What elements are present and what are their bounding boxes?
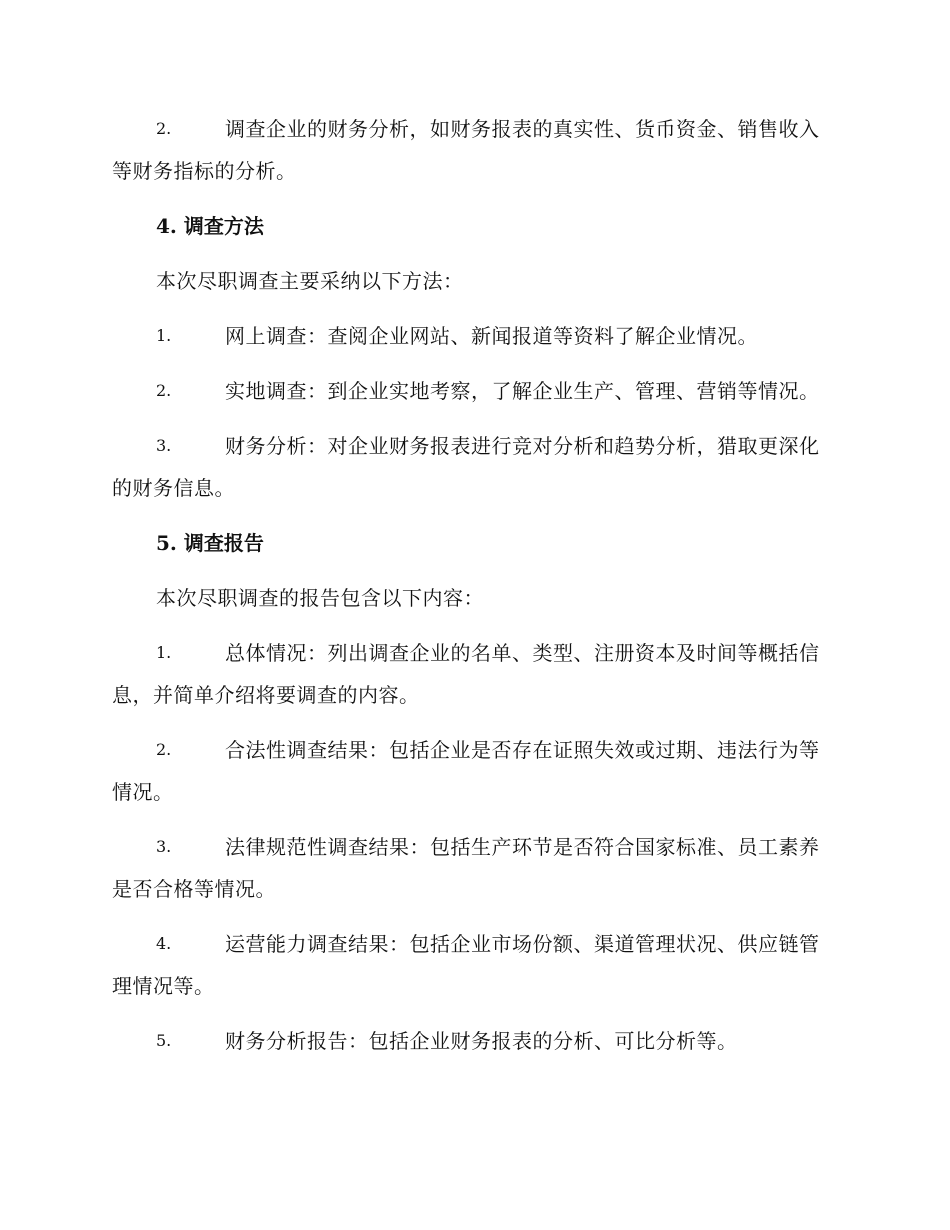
list-text: 财务分析：对企业财务报表进行竞对分析和趋势分析，猎取更深化的财务信息。 — [112, 434, 820, 500]
list-item — [112, 1020, 834, 1062]
section-heading: 4. 调查方法 — [156, 214, 264, 238]
list-item — [112, 826, 834, 910]
document-page — [112, 108, 834, 1075]
list-number: 2. — [156, 119, 172, 138]
list-number: 4. — [156, 934, 172, 953]
list-number: 3. — [156, 837, 172, 856]
list-text: 总体情况：列出调查企业的名单、类型、注册资本及时间等概括信息，并简单介绍将要调查的内容。 — [112, 641, 820, 707]
list-number: 3. — [156, 436, 172, 455]
list-number: 5. — [156, 1031, 172, 1050]
list-text: 调查企业的财务分析，如财务报表的真实性、货币资金、销售收入等财务指标的分析。 — [112, 117, 820, 183]
section-intro: 本次尽职调查主要采纳以下方法： — [156, 269, 464, 293]
list-item — [112, 729, 834, 813]
list-item — [112, 370, 834, 412]
list-number: 1. — [156, 326, 172, 345]
list-item — [112, 425, 834, 509]
list-number: 2. — [156, 740, 172, 759]
list-item — [112, 632, 834, 716]
list-text: 实地调查：到企业实地考察，了解企业生产、管理、营销等情况。 — [225, 379, 820, 403]
list-text: 网上调查：查阅企业网站、新闻报道等资料了解企业情况。 — [225, 324, 758, 348]
list-item — [112, 923, 834, 1007]
list-text: 财务分析报告：包括企业财务报表的分析、可比分析等。 — [225, 1029, 738, 1053]
list-text: 运营能力调查结果：包括企业市场份额、渠道管理状况、供应链管理情况等。 — [112, 932, 820, 998]
list-number: 2. — [156, 381, 172, 400]
list-number: 1. — [156, 643, 172, 662]
section-heading: 5. 调查报告 — [156, 531, 264, 555]
section-intro: 本次尽职调查的报告包含以下内容： — [156, 586, 484, 610]
list-item — [112, 315, 834, 357]
list-text: 法律规范性调查结果：包括生产环节是否符合国家标准、员工素养是否合格等情况。 — [112, 835, 820, 901]
list-text: 合法性调查结果：包括企业是否存在证照失效或过期、违法行为等情况。 — [112, 738, 820, 804]
list-item — [112, 108, 834, 192]
